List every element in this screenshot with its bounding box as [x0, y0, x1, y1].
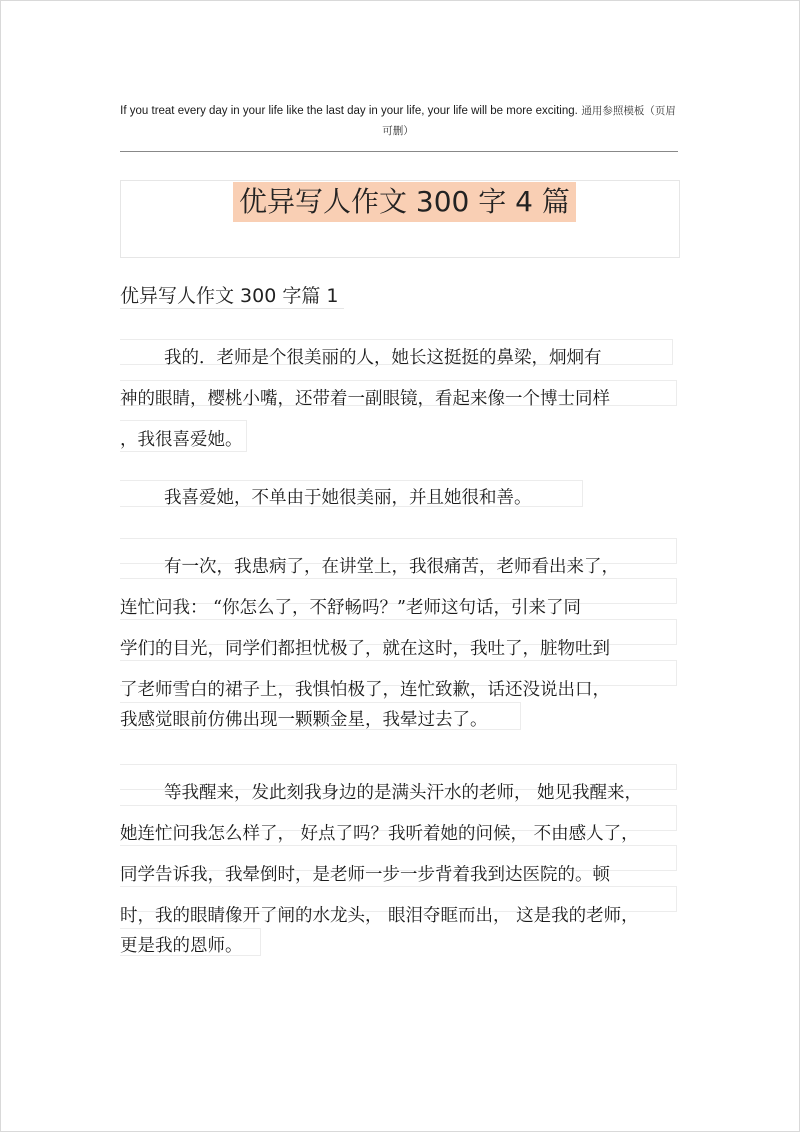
paragraph-line: 连忙问我： “你怎么了，不舒畅吗？”老师这句话，引来了同 — [120, 598, 581, 618]
paragraph-line: 我感觉眼前仿佛出现一颗颗金星，我晕过去了。 — [120, 710, 488, 730]
paragraph-line: 等我醒来，发此刻我身边的是满头汗水的老师， 她见我醒来， — [164, 783, 643, 803]
section-title: 优异写人作文 300 字篇 1 — [120, 281, 344, 309]
document-title: 优异写人作文 300 字 4 篇 — [233, 182, 576, 222]
paragraph-line: 时，我的眼睛像开了闸的水龙头， 眼泪夺眶而出， 这是我的老师， — [120, 906, 639, 926]
paragraph-line: 我的．老师是个很美丽的人，她长这挺挺的鼻梁，炯炯有 — [164, 348, 602, 368]
paragraph-line: 我喜爱她，不单由于她很美丽，并且她很和善。 — [164, 488, 532, 508]
paragraph-line: 有一次，我患病了，在讲堂上，我很痛苦，老师看出来了， — [164, 557, 619, 577]
paragraph-line: 更是我的恩师。 — [120, 936, 243, 956]
page-header — [118, 101, 678, 141]
header-note-line1: 通用参照模板（页眉 — [581, 105, 676, 117]
paragraph-line: 她连忙问我怎么样了， 好点了吗？我听着她的问候， 不由感人了， — [120, 824, 639, 844]
header-divider — [120, 151, 678, 152]
paragraph-line: ，我很喜爱她。 — [120, 430, 243, 450]
header-motto: If you treat every day in your life like the last day in your life, your life will be more exciting. — [120, 105, 578, 117]
paragraph-line: 神的眼睛，樱桃小嘴，还带着一副眼镜，看起来像一个博士同样 — [120, 389, 610, 409]
paragraph-line: 学们的目光，同学们都担忧极了，就在这时，我吐了，脏物吐到 — [120, 639, 610, 659]
paragraph-line: 了老师雪白的裙子上，我惧怕极了，连忙致歉，话还没说出口， — [120, 680, 610, 700]
paragraph-line: 同学告诉我，我晕倒时，是老师一步一步背着我到达医院的。顿 — [120, 865, 610, 885]
header-note-line2: 可删） — [382, 125, 414, 137]
